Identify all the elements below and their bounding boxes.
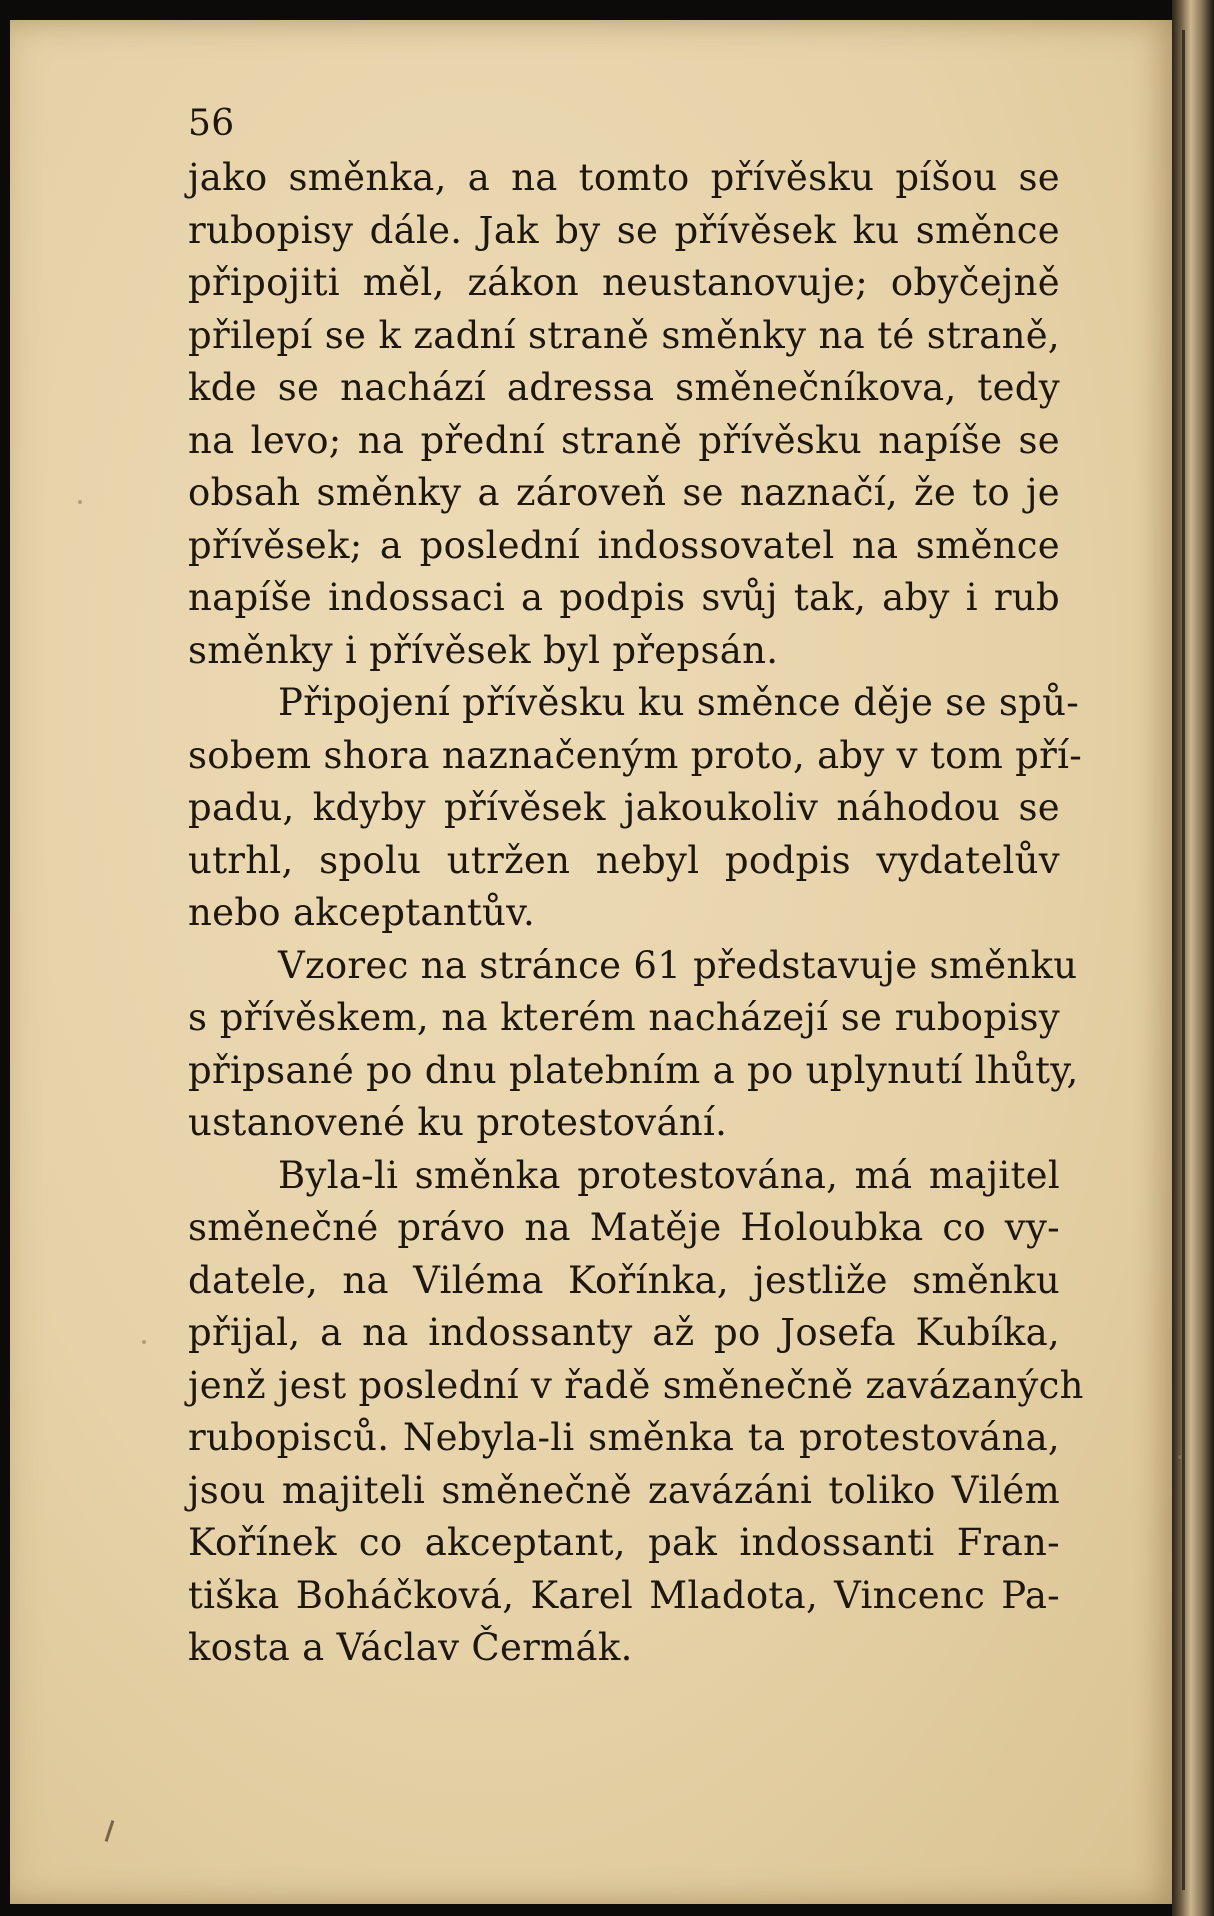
paragraph [188,940,1079,1150]
text-line: padu, kdyby přívěsek jakoukoliv náhodou se [188,786,1060,829]
text-line: Vzorec na stránce 61 představuje směnku [278,943,1078,987]
paragraph [188,152,1060,677]
book-gutter [1172,0,1214,1916]
text-line: obsah směnky a zároveň se naznačí, že to je [188,471,1060,514]
text-line: utrhl, spolu utržen nebyl podpis vydatelův [188,838,1060,882]
paragraph [188,1150,1084,1675]
text-line: kde se nachází adressa směnečníkova, tedy [188,366,1060,409]
text-line: rubopisců. Nebyla-li směnka ta protestována, [188,1416,1060,1459]
text-line: na levo; na přední straně přívěsku napíše se [188,418,1060,462]
text-line: nebo akceptantův. [188,891,536,934]
binding-shadow [1182,30,1185,1890]
text-line: datele, na Viléma Kořínka, jestliže směnku [188,1258,1060,1302]
text-line: připojiti měl, zákon neustanovuje; obyčejně [188,261,1060,304]
text-line: jako směnka, a na tomto přívěsku píšou se [188,156,1060,199]
paragraph [188,677,1083,940]
text-line: přívěsek; a poslední indossovatel na směnce [188,523,1060,567]
page-text [188,98,1084,1675]
text-line: jenž jest poslední v řadě směnečně zavázaných [188,1363,1084,1407]
text-line: s přívěskem, na kterém nacházejí se rubopisy [188,996,1060,1039]
text-line: Připojení přívěsku ku směnce děje se spů- [278,681,1080,724]
page-number: 56 [188,103,235,144]
paper-speck [1178,1455,1182,1459]
text-line: Byla-li směnka protestována, má majitel [278,1153,1060,1197]
text-line: přilepí se k zadní straně směnky na té straně, [188,313,1060,357]
text-line: Kořínek co akceptant, pak indossanti Fran- [188,1521,1060,1564]
text-line: rubopisy dále. Jak by se přívěsek ku směnce [188,208,1060,252]
text-line: připsané po dnu platebním a po uplynutí lhůty, [188,1048,1079,1092]
text-line: směnečné právo na Matěje Holoubka co vy- [188,1206,1060,1249]
text-line: napíše indossaci a podpis svůj tak, aby i rub [188,576,1060,619]
text-line: tiška Boháčková, Karel Mladota, Vincenc Pa- [188,1573,1060,1617]
text-line: směnky i přívěsek byl přepsán. [188,628,779,672]
text-line: přijal, a na indossanty až po Josefa Kubíka, [188,1311,1060,1354]
text-line: ustanovené ku protestování. [188,1101,728,1144]
text-line: kosta a Václav Čermák. [188,1626,633,1669]
text-line: jsou majiteli směnečně zavázáni toliko Vilém [188,1468,1060,1512]
paper-speck [78,500,82,504]
text-line: sobem shora naznačeným proto, aby v tom pří- [188,733,1083,777]
paper-speck [142,1340,146,1344]
